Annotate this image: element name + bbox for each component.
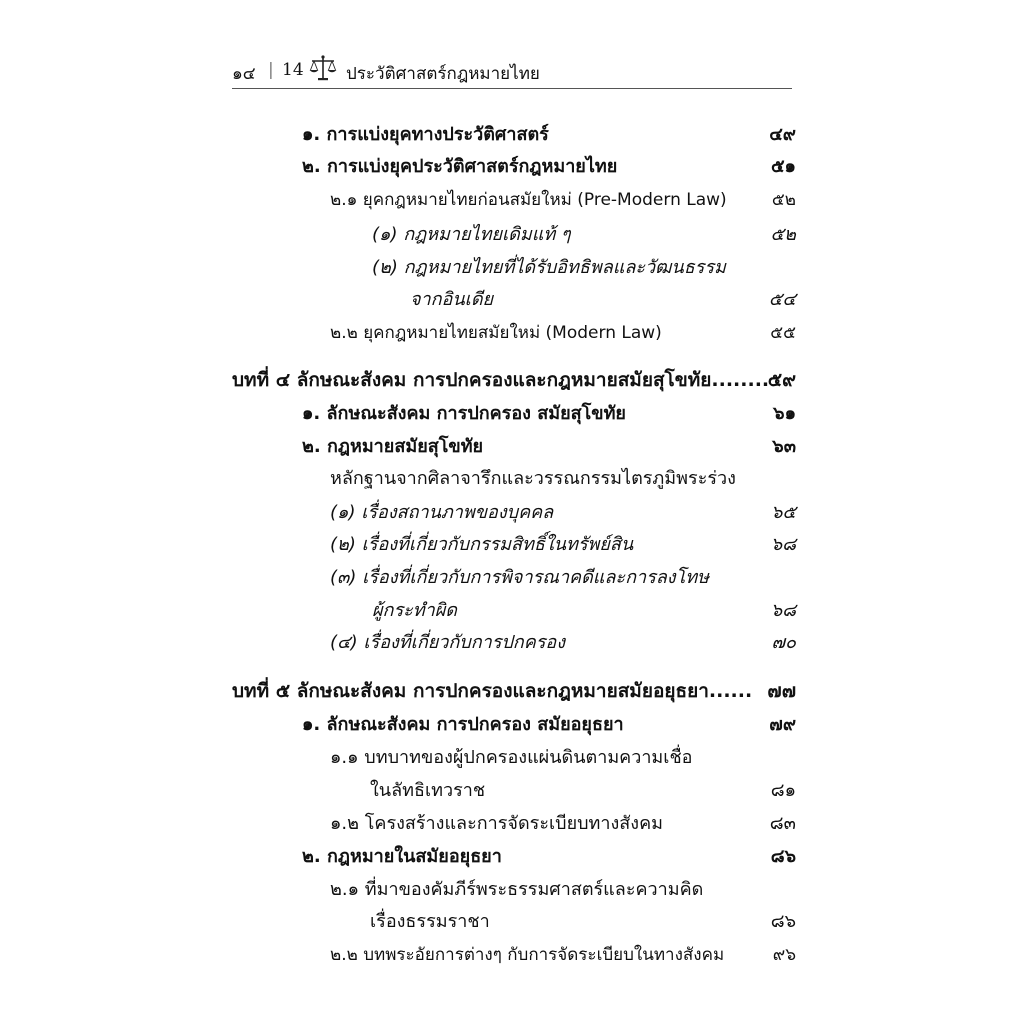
toc-entry	[330, 318, 796, 348]
toc-chapter-heading	[232, 676, 796, 706]
toc-entry-title: ๒. กฎหมายสมัยสุโขทัย	[302, 436, 484, 457]
toc-entry-page: ๖๕	[770, 502, 796, 523]
toc-entry-title: (๒) เรื่องที่เกี่ยวกับกรรมสิทธิ์ในทรัพย์สิน	[330, 534, 634, 555]
toc-entry	[330, 875, 796, 905]
header-page-thai: ๑๔	[232, 64, 256, 84]
toc-entry-title: ๑.๒ โครงสร้างและการจัดระเบียบทางสังคม	[330, 813, 663, 834]
toc-entry	[372, 253, 796, 283]
toc-entry	[302, 399, 796, 429]
toc-entry-page: ๗๐	[771, 632, 796, 653]
toc-entry-title: (๒) กฎหมายไทยที่ได้รับอิทธิพลและวัฒนธรรม	[372, 257, 726, 278]
toc-entry	[302, 432, 796, 462]
toc-entry-page: ๕๕	[770, 323, 796, 343]
toc-entry-page: ๕๔	[768, 289, 796, 310]
toc-entry	[372, 220, 796, 250]
toc-entry-page: ๘๖	[770, 911, 796, 932]
toc-entry	[330, 628, 796, 658]
toc-entry-title: ๒.๑ ที่มาของคัมภีร์พระธรรมศาสตร์และความคิด	[330, 879, 704, 900]
toc-entry	[302, 120, 796, 150]
toc-entry	[330, 530, 796, 560]
toc-entry	[302, 710, 796, 740]
toc-entry	[302, 152, 796, 182]
toc-chapter-heading	[232, 365, 796, 395]
toc-entry-page: ๗๙	[769, 714, 796, 735]
toc-entry-page: ๖๘	[770, 600, 796, 621]
header-book-title: ประวัติศาสตร์กฎหมายไทย	[346, 64, 540, 84]
toc-entry-title: ๑. ลักษณะสังคม การปกครอง สมัยสุโขทัย	[302, 403, 626, 424]
toc-entry-title: ๒.๑ ยุคกฎหมายไทยก่อนสมัยใหม่ (Pre-Modern Law)	[330, 190, 727, 210]
toc-entry-title: ๑. ลักษณะสังคม การปกครอง สมัยอยุธยา	[302, 714, 624, 735]
toc-entry-page: ๕๑	[770, 156, 796, 177]
toc-entry-title: ๒. การแบ่งยุคประวัติศาสตร์กฎหมายไทย	[302, 156, 618, 177]
toc-entry-title: ในลัทธิเทวราช	[370, 780, 486, 801]
toc-entry-title: บทที่ ๔ ลักษณะสังคม การปกครองและกฎหมายสมัยสุโขทัย........	[232, 369, 770, 391]
toc-entry-title: (๓) เรื่องที่เกี่ยวกับการพิจารณาคดีและการลงโทษ	[330, 567, 709, 588]
toc-entry-page: ๕๒	[771, 190, 796, 210]
toc-entry	[330, 940, 796, 970]
toc-entry-title: (๑) กฎหมายไทยเดิมแท้ ๆ	[372, 224, 571, 245]
toc-entry-title: ๑. การแบ่งยุคทางประวัติศาสตร์	[302, 124, 549, 145]
toc-entry-title: (๔) เรื่องที่เกี่ยวกับการปกครอง	[330, 632, 566, 653]
toc-entry-title: ผู้กระทำผิด	[372, 600, 457, 621]
toc-entry	[330, 498, 796, 528]
toc-entry-title: ๒. กฎหมายในสมัยอยุธยา	[302, 846, 502, 867]
toc-entry-page: ๕๙	[767, 369, 796, 391]
toc-entry-title: (๑) เรื่องสถานภาพของบุคคล	[330, 502, 554, 523]
toc-entry-title: หลักฐานจากศิลาจารึกและวรรณกรรมไตรภูมิพระร่วง	[330, 468, 736, 489]
toc-entry-title: จากอินเดีย	[410, 289, 494, 310]
toc-entry-page: ๖๓	[772, 436, 796, 457]
toc-entry-page: ๘๓	[769, 813, 796, 834]
header-separator: |	[268, 60, 274, 80]
toc-entry-title: ๑.๑ บทบาทของผู้ปกครองแผ่นดินตามความเชื่อ	[330, 747, 693, 768]
toc-entry-continuation	[410, 285, 796, 315]
toc-entry-page: ๖๑	[773, 403, 796, 424]
toc-entry	[330, 185, 796, 215]
header-page-number: 14	[282, 60, 304, 80]
toc-entry-page: ๕๒	[770, 224, 796, 245]
toc-entry-page: ๘๖	[770, 846, 796, 867]
toc-entry	[302, 842, 796, 872]
toc-entry-continuation	[370, 907, 796, 937]
scales-of-justice-icon	[308, 54, 338, 82]
toc-entry-page: ๗๗	[767, 680, 796, 702]
toc-subheading	[330, 464, 796, 494]
toc-entry-page: ๖๘	[770, 534, 796, 555]
toc-entry-title: เรื่องธรรมราชา	[370, 911, 490, 932]
toc-entry	[330, 809, 796, 839]
toc-entry-page: ๙๖	[772, 945, 796, 965]
toc-entry-page: ๘๑	[770, 780, 796, 801]
toc-entry-title: ๒.๒ บทพระอัยการต่างๆ กับการจัดระเบียบในทางสังคม	[330, 945, 725, 965]
toc-entry	[330, 743, 796, 773]
toc-entry-continuation	[372, 596, 796, 626]
toc-entry-continuation	[370, 776, 796, 806]
toc-entry-page: ๔๙	[769, 124, 796, 145]
toc-entry-title: บทที่ ๕ ลักษณะสังคม การปกครองและกฎหมายสมัยอยุธยา......	[232, 680, 753, 702]
running-header	[232, 52, 792, 89]
toc-entry	[330, 563, 796, 593]
toc-entry-title: ๒.๒ ยุคกฎหมายไทยสมัยใหม่ (Modern Law)	[330, 323, 662, 343]
